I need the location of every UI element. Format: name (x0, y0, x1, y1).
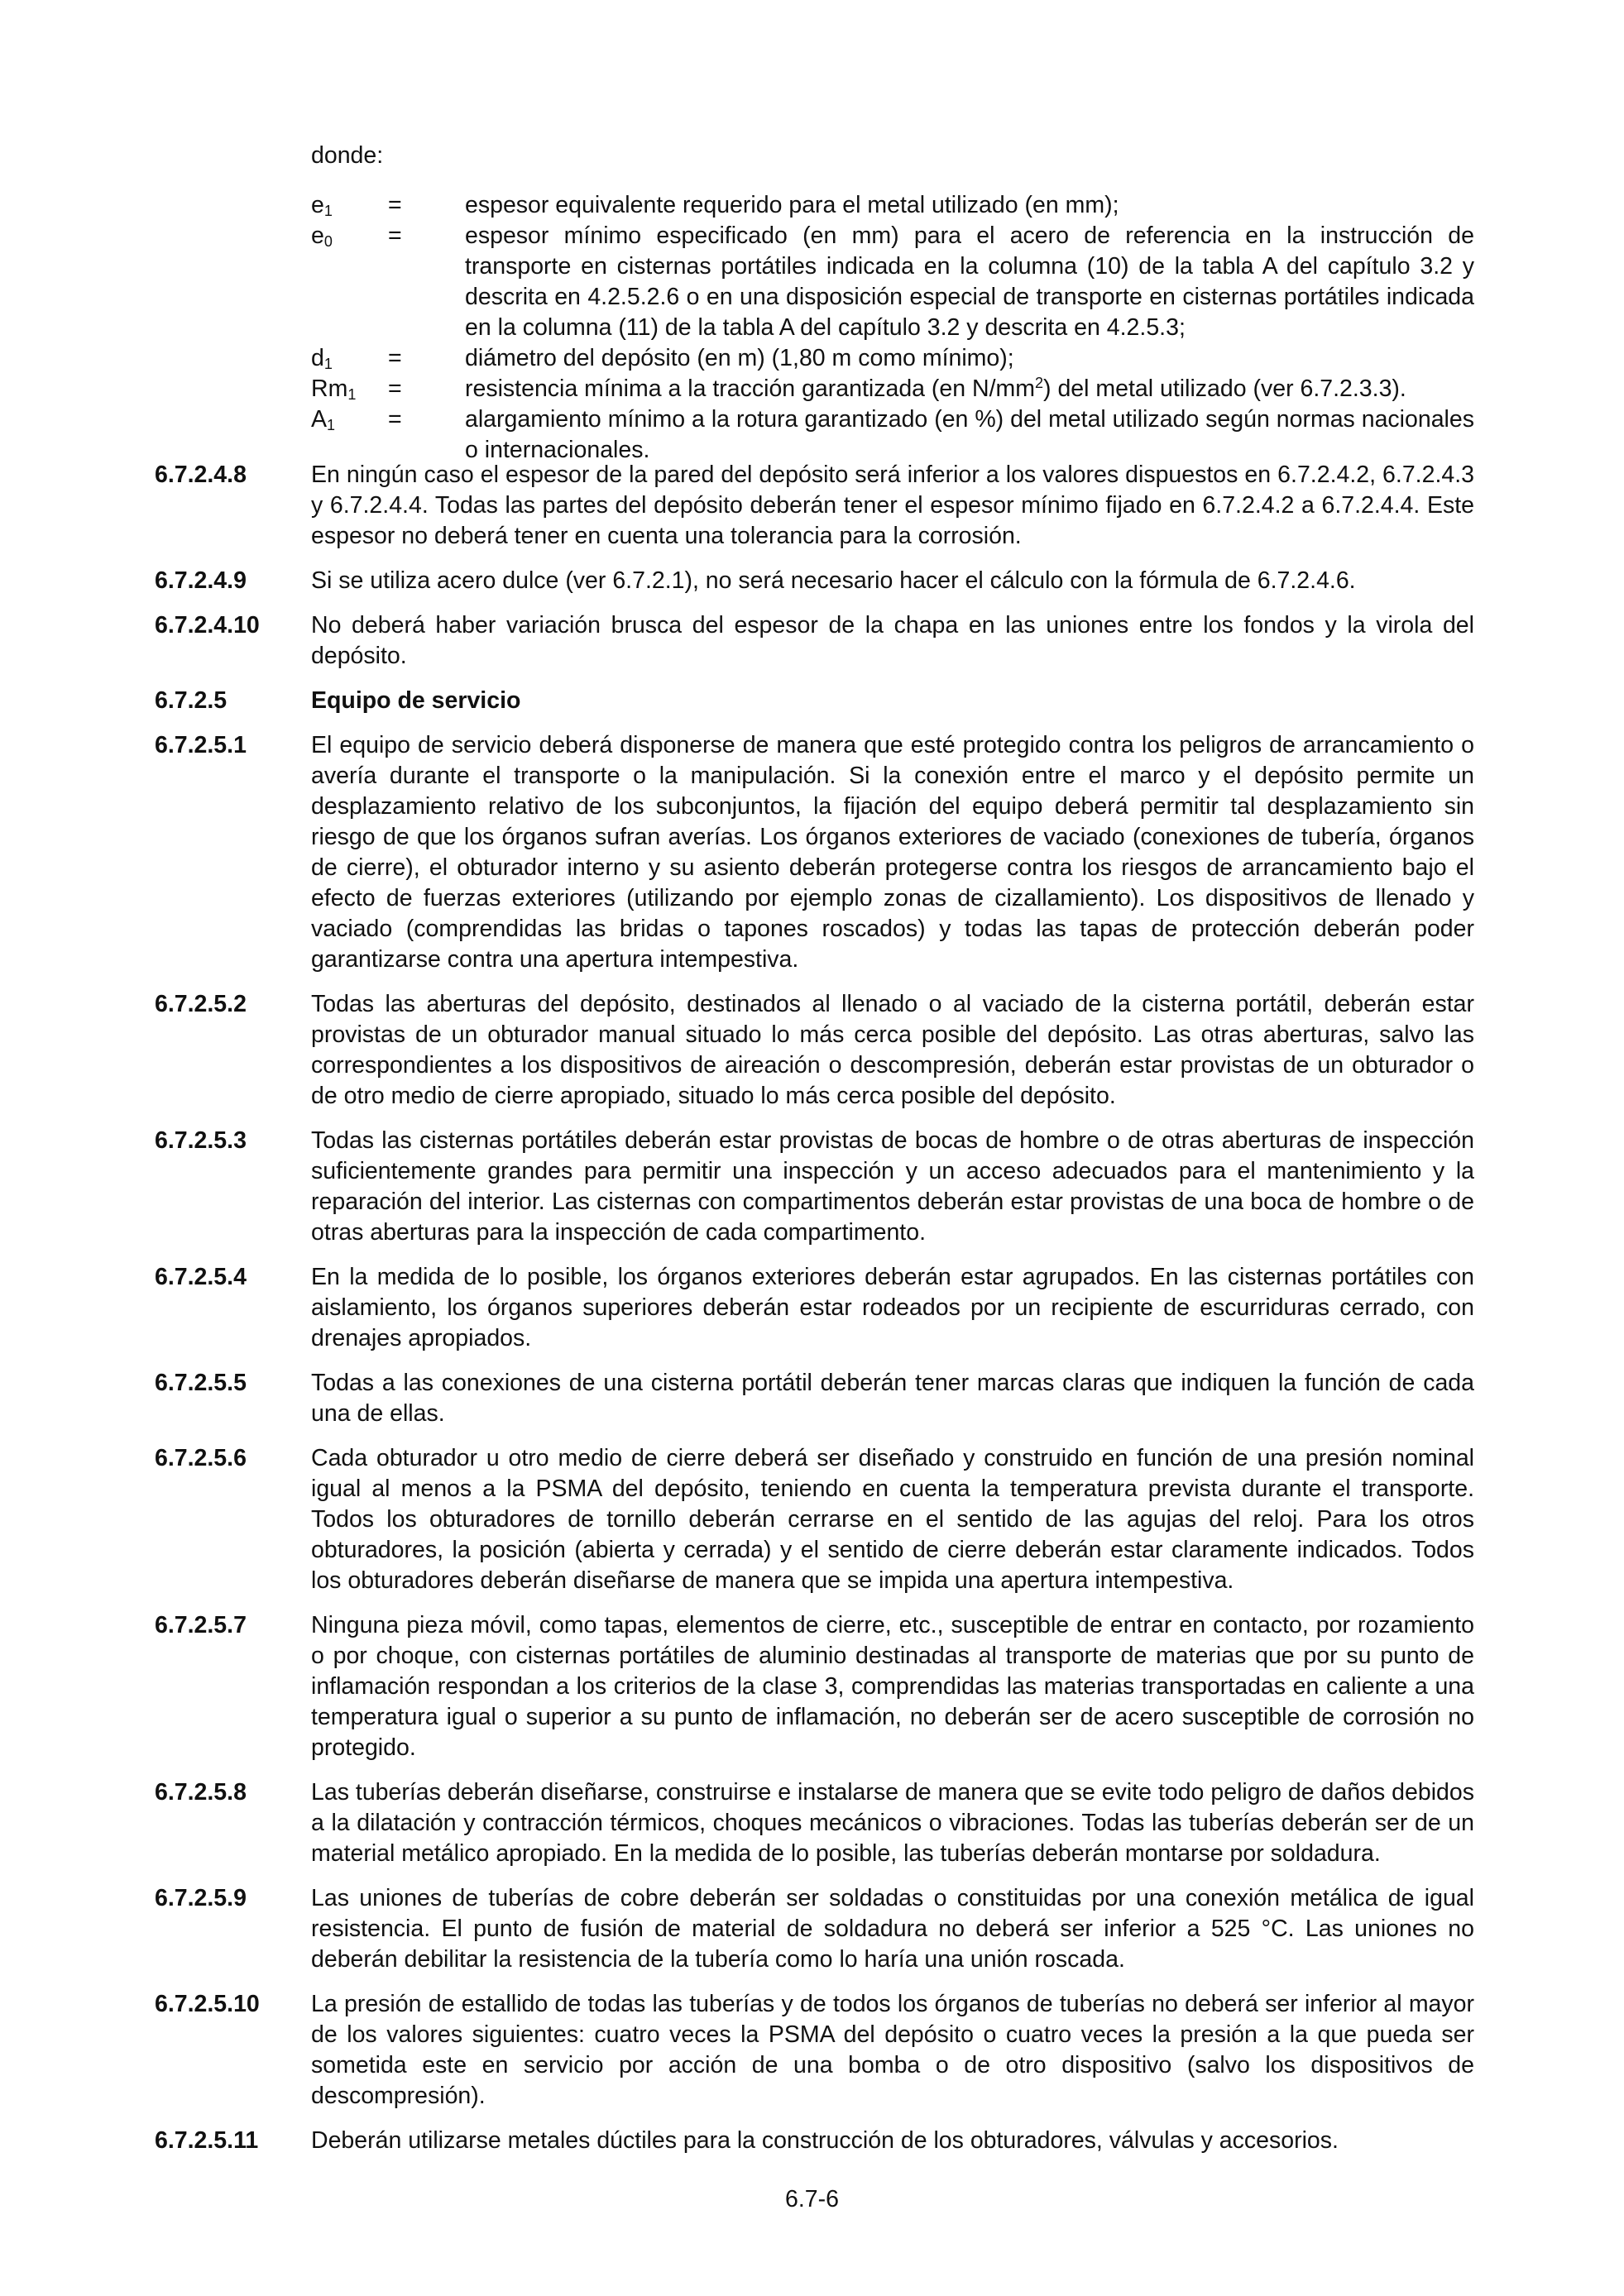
section-number: 6.7.2.5.5 (155, 1370, 247, 1396)
section-text: El equipo de servicio deberá disponerse de manera que esté protegido contra los peligros de arrancamiento o avería durante el transporte o la manipulación. Si la conexión entre el marco y el depósito permite un desplazamiento relativo de los subconjuntos, la fijación del equipo deberá permitir tal desplazamiento sin riesgo de que los órganos sufran averías. Los órganos exteriores de vaciado (conexiones de tubería, órganos de cierre), el obturador interno y su asiento deberán protegerse contra los riesgos de arrancamiento bajo el efecto de fuerzas exteriores (utilizando por ejemplo zonas de cizallamiento). Los dispositivos de llenado y vaciado (comprendidas las bridas o tapones roscados) y todas las tapas de protección deberán poder garantizarse contra una apertura intempestiva. (311, 732, 1474, 973)
section-text: Deberán utilizarse metales dúctiles para la construcción de los obturadores, válvulas y accesorios. (311, 2127, 1339, 2154)
section-text: En la medida de lo posible, los órganos exteriores deberán estar agrupados. En las cisternas portátiles con aislamiento, los órganos superiores deberán estar rodeados por un recipiente de escurriduras cerrado, con drenajes apropiados. (311, 1264, 1474, 1351)
section-text: La presión de estallido de todas las tuberías y de todos los órganos de tuberías no deberá ser inferior al mayor de los valores siguientes: cuatro veces la PSMA del depósito o cuatro veces la presión a la que pueda ser sometida este en servicio por acción de una bomba o de otro dispositivo (salvo los dispositivos de descompresión). (311, 1991, 1474, 2109)
definition-row (311, 343, 1474, 374)
section-number: 6.7.2.5.2 (155, 991, 247, 1017)
section-6-7-2-4-10 (155, 610, 1474, 672)
section-number: 6.7.2.4.9 (155, 567, 247, 594)
equals-sign: = (388, 345, 402, 371)
definitions-list (311, 190, 1474, 466)
definition-row (311, 374, 1474, 404)
section-number: 6.7.2.5.6 (155, 1445, 247, 1471)
equals-sign: = (388, 406, 402, 433)
equals-sign: = (388, 192, 402, 218)
section-number: 6.7.2.5 (155, 687, 228, 714)
definition-symbol: $Rm_1$ (311, 375, 357, 403)
section-text: Cada obturador u otro medio de cierre deberá ser diseñado y construido en función de una presión nominal igual al menos a la PSMA del depósito, teniendo en cuenta la temperatura prevista durante el transporte. Todos los obturadores de tornillo deberán cerrarse en el sentido de las agujas del reloj. Para los otros obturadores, la posición (abierta y cerrada) y el sentido de cierre deberán estar claramente indicados. Todos los obturadores deberán diseñarse de manera que se impida una apertura intempestiva. (311, 1445, 1474, 1594)
section-6-7-2-5-10 (155, 1989, 1474, 2112)
section-number: 6.7.2.5.9 (155, 1885, 247, 1911)
sections-list (155, 460, 1474, 2170)
intro-text: donde: (311, 142, 384, 169)
section-text: Todas las aberturas del depósito, destinados al llenado o al vaciado de la cisterna portátil, deberán estar provistas de un obturador manual situado lo más cerca posible del depósito. Las otras aberturas, salvo las correspondientes a los dispositivos de aireación o descompresión, deberán estar provistas de un obturador o de otro medio de cierre apropiado, situado lo más cerca posible del depósito. (311, 991, 1474, 1109)
section-text: No deberá haber variación brusca del espesor de la chapa en las uniones entre los fondos y la virola del depósito. (311, 612, 1474, 669)
section-6-7-2-5-6 (155, 1443, 1474, 1596)
definition-row (311, 404, 1474, 466)
section-number: 6.7.2.5.1 (155, 732, 247, 758)
section-6-7-2-5-4 (155, 1262, 1474, 1354)
definition-text: espesor mínimo especificado (en mm) para el acero de referencia en la instrucción de transporte en cisternas portátiles indicada en la columna (10) de la tabla A del capítulo 3.2 y descrita en 4.2.5.2.6 o en una disposición especial de transporte en cisternas portátiles indicada en la columna (11) de la tabla A del capítulo 3.2 y descrita en 4.2.5.3; (465, 222, 1474, 341)
definition-text: alargamiento mínimo a la rotura garantizado (en %) del metal utilizado según normas nacionales o internacionales. (465, 406, 1474, 463)
section-6-7-2-5-1 (155, 730, 1474, 975)
section-text: Las tuberías deberán diseñarse, construirse e instalarse de manera que se evite todo peligro de daños debidos a la dilatación y contracción térmicos, choques mecánicos o vibraciones. Todas las tuberías deberán ser de un material metálico apropiado. En la medida de lo posible, las tuberías deberán montarse por soldadura. (311, 1779, 1474, 1867)
section-text: Todas las cisternas portátiles deberán estar provistas de bocas de hombre o de otras aberturas de inspección suficientemente grandes para permitir una inspección y un acceso adecuados para el mantenimiento y la reparación del interior. Las cisternas con compartimentos deberán estar provistas de una boca de hombre o de otras aberturas para la inspección de cada compartimento. (311, 1127, 1474, 1246)
section-6-7-2-5-9 (155, 1883, 1474, 1975)
section-text: Todas a las conexiones de una cisterna portátil deberán tener marcas claras que indiquen la función de cada una de ellas. (311, 1370, 1474, 1427)
definition-text: resistencia mínima a la tracción garantizada (en $N/mm^2$) del metal utilizado (ver 6.7.2.3.3). (465, 375, 1406, 402)
section-number: 6.7.2.5.10 (155, 1991, 260, 2017)
definition-symbol: $d_1$ (311, 345, 333, 372)
section-number: 6.7.2.5.7 (155, 1612, 247, 1638)
section-text: Ninguna pieza móvil, como tapas, elementos de cierre, etc., susceptible de entrar en contacto, por rozamiento o por choque, con cisternas portátiles de aluminio destinadas al transporte de materias que por su punto de inflamación respondan a los criterios de la clase 3, comprendidas las materias transportadas en caliente a una temperatura igual o superior a su punto de inflamación, no deberán ser de acero susceptible de corrosión no protegido. (311, 1612, 1474, 1761)
page-number: 6.7-6 (785, 2186, 839, 2212)
section-6-7-2-5-7 (155, 1610, 1474, 1763)
definition-symbol: $A_1$ (311, 406, 336, 433)
section-number: 6.7.2.5.4 (155, 1264, 247, 1290)
definition-symbol: $e_1$ (311, 192, 333, 219)
section-6-7-2-4-8 (155, 460, 1474, 552)
definition-row (311, 190, 1474, 221)
section-number: 6.7.2.4.8 (155, 462, 247, 488)
section-heading-text: Equipo de servicio (311, 687, 521, 714)
section-number: 6.7.2.5.3 (155, 1127, 247, 1154)
equals-sign: = (388, 222, 402, 249)
section-text: Las uniones de tuberías de cobre deberán ser soldadas o constituidas por una conexión metálica de igual resistencia. El punto de fusión de material de soldadura no deberá ser inferior a 525 °C. Las uniones no deberán debilitar la resistencia de la tubería como lo haría una unión roscada. (311, 1885, 1474, 1973)
section-6-7-2-4-9 (155, 566, 1474, 596)
equals-sign: = (388, 375, 402, 402)
section-text: En ningún caso el espesor de la pared del depósito será inferior a los valores dispuestos en 6.7.2.4.2, 6.7.2.4.3 y 6.7.2.4.4. Todas las partes del depósito deberán tener el espesor mínimo fijado en 6.7.2.4.2 a 6.7.2.4.4. Este espesor no deberá tener en cuenta una tolerancia para la corrosión. (311, 462, 1474, 549)
section-number: 6.7.2.5.11 (155, 2127, 259, 2154)
definition-text: espesor equivalente requerido para el metal utilizado (en mm); (465, 192, 1119, 218)
section-number: 6.7.2.4.10 (155, 612, 260, 639)
section-6-7-2-5-8 (155, 1777, 1474, 1869)
section-6-7-2-5-11 (155, 2126, 1474, 2156)
section-heading-6-7-2-5 (155, 686, 1474, 716)
section-6-7-2-5-5 (155, 1368, 1474, 1429)
section-6-7-2-5-2 (155, 989, 1474, 1112)
section-6-7-2-5-3 (155, 1126, 1474, 1248)
definition-text: diámetro del depósito (en m) (1,80 m como mínimo); (465, 345, 1014, 371)
definition-symbol: $e_0$ (311, 222, 333, 250)
section-number: 6.7.2.5.8 (155, 1779, 247, 1806)
section-text: Si se utiliza acero dulce (ver 6.7.2.1), no será necesario hacer el cálculo con la fórmula de 6.7.2.4.6. (311, 567, 1356, 594)
definition-row (311, 221, 1474, 343)
